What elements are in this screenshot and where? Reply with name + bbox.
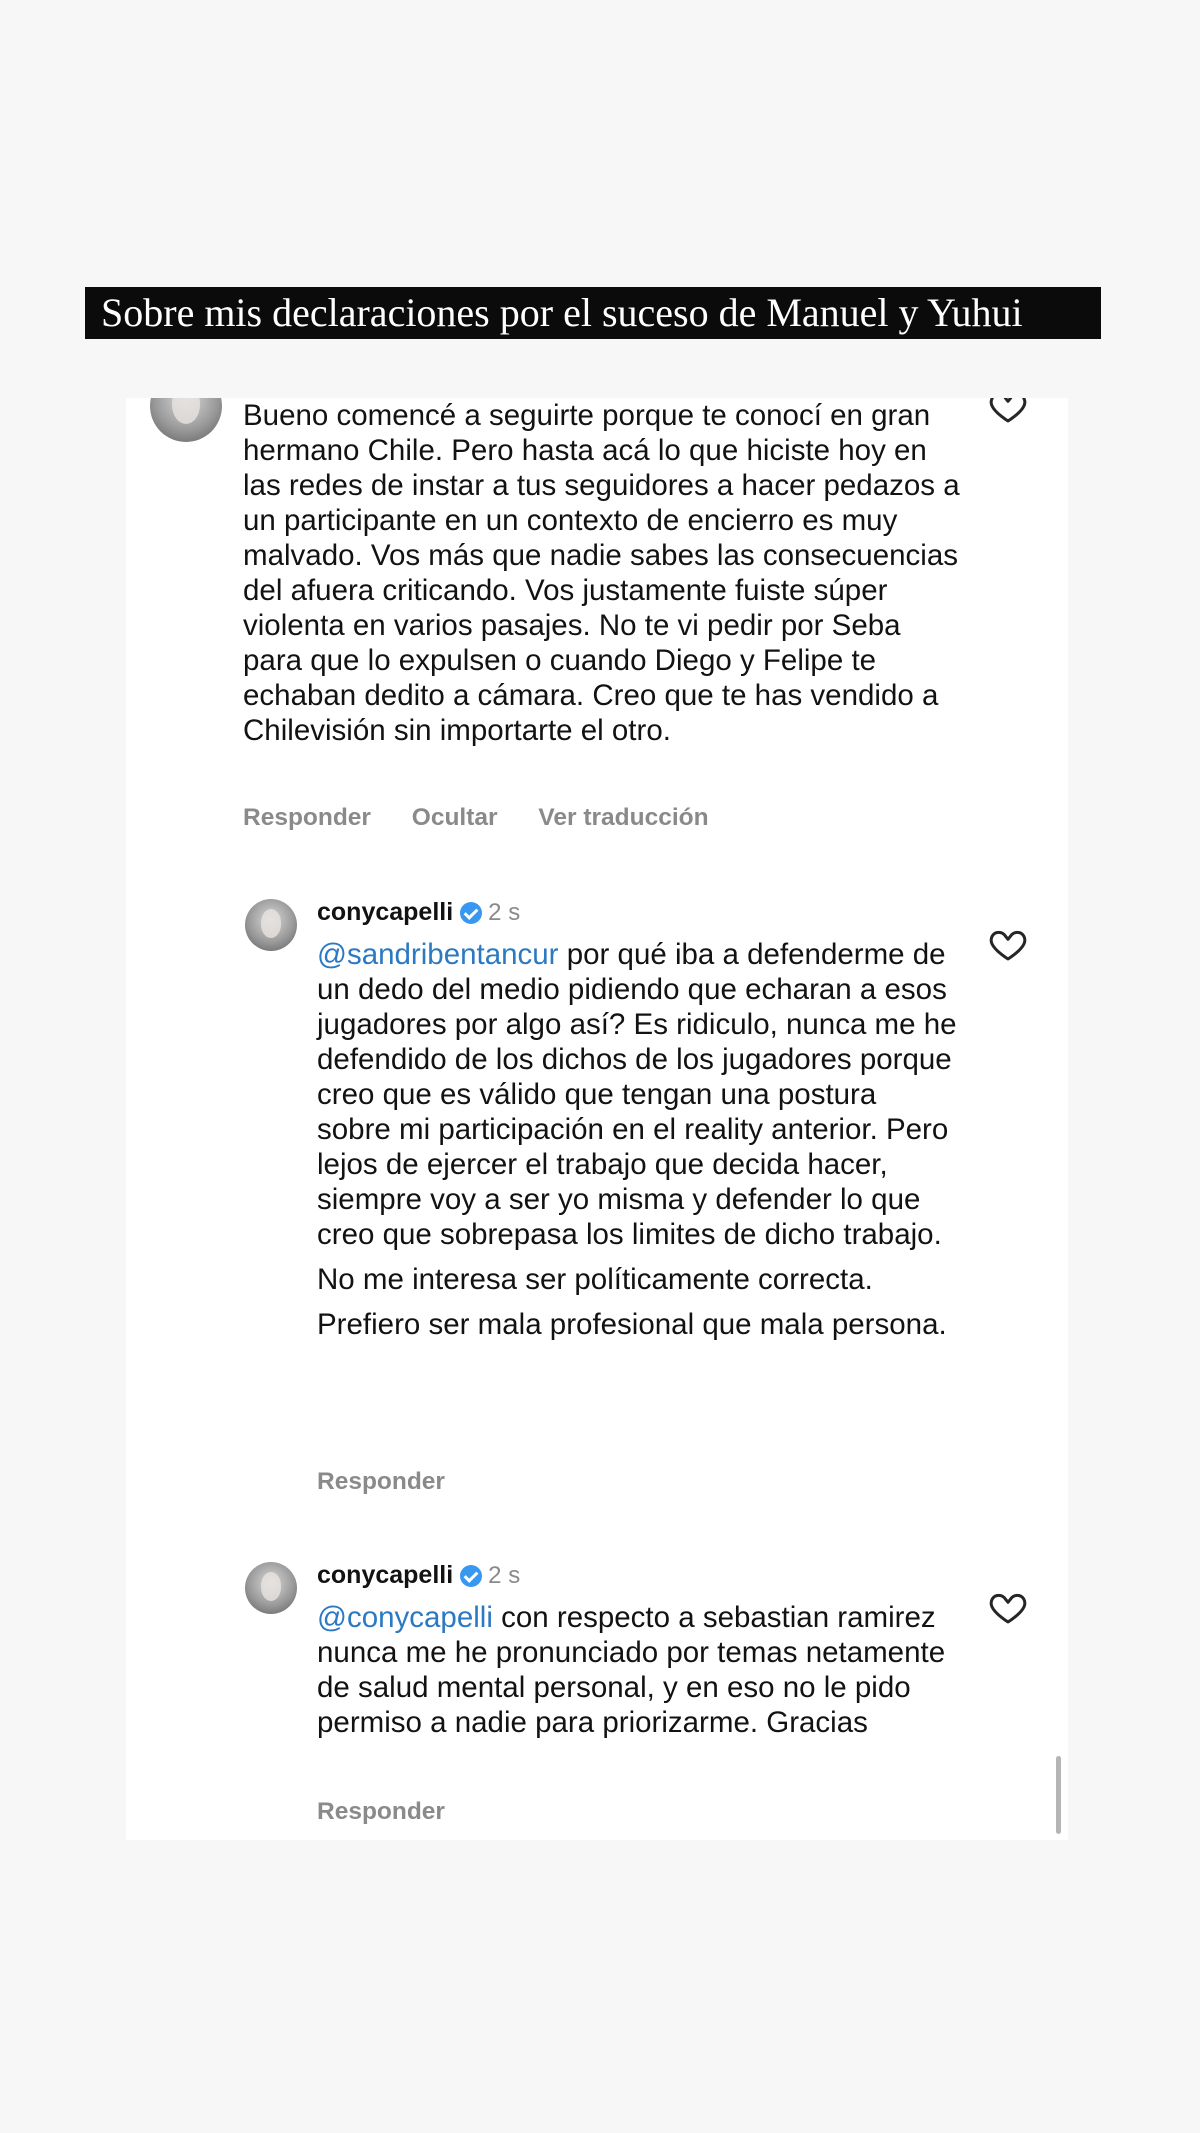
reply-text xyxy=(317,937,957,1342)
reply-button[interactable]: Responder xyxy=(317,1798,445,1825)
commenter-avatar[interactable] xyxy=(150,398,222,442)
reply-button[interactable]: Responder xyxy=(317,1468,445,1495)
reply-avatar[interactable] xyxy=(245,899,297,951)
reply-actions xyxy=(317,1798,479,1826)
reply-actions xyxy=(317,1468,479,1496)
reply-paragraph: por qué iba a defenderme de un dedo del medio pidiendo que echaran a esos jugadores por algo así? Es ridiculo, nunca me he defendido de los dichos de los jugadores porque creo que es válido que tengan una postura sobre mi participación en el reality anterior. Pero lejos de ejercer el trabajo que decida hacer, siempre voy a ser yo misma y defender lo que creo que sobrepasa los limites de dicho trabajo. xyxy=(317,938,957,1251)
verified-badge-icon xyxy=(460,1565,482,1587)
reply-paragraph: No me interesa ser políticamente correcta. xyxy=(317,1263,873,1296)
comment-text: Bueno comencé a seguirte porque te conocí en gran hermano Chile. Pero hasta acá lo que hiciste hoy en las redes de instar a tus seguidores a hacer pedazos a un participante en un contexto de encierro es muy malvado. Vos más que nadie sabes las consecuencias del afuera criticando. Vos justamente fuiste súper violenta en varios pasajes. No te vi pedir por Seba para que lo expulsen o cuando Diego y Felipe te echaban dedito a cámara. Creo que te has vendido a Chilevisión sin importarte el otro. xyxy=(243,399,960,747)
reply-author-row xyxy=(317,1561,520,1590)
story-caption: Sobre mis declaraciones por el suceso de Manuel y Yuhui xyxy=(85,287,1101,339)
comments-panel[interactable] xyxy=(126,398,1068,1840)
reply-timestamp: 2 s xyxy=(488,1561,521,1589)
reply-text xyxy=(317,1600,957,1740)
hide-button[interactable]: Ocultar xyxy=(411,804,498,831)
reply-paragraph: Prefiero ser mala profesional que mala persona. xyxy=(317,1308,947,1341)
scrollbar[interactable] xyxy=(1056,1756,1061,1834)
reply-author-row xyxy=(317,898,520,927)
mention-link[interactable]: @sandribentancur xyxy=(317,938,559,971)
like-heart-icon[interactable] xyxy=(988,1587,1028,1627)
like-heart-icon[interactable] xyxy=(988,924,1028,964)
reply-username[interactable]: conycapelli xyxy=(317,1561,454,1589)
reply-username[interactable]: conycapelli xyxy=(317,898,454,926)
mention-link[interactable]: @conycapelli xyxy=(317,1601,493,1634)
reply-timestamp: 2 s xyxy=(488,898,521,926)
comment-actions xyxy=(243,804,743,832)
reply-avatar[interactable] xyxy=(245,1562,297,1614)
verified-badge-icon xyxy=(460,902,482,924)
reply-paragraph: con respecto a sebastian ramirez nunca me he pronunciado por temas netamente de salud mental personal, y en eso no le pido permiso a nadie para priorizarme. Gracias xyxy=(317,1601,946,1739)
see-translation-button[interactable]: Ver traducción xyxy=(538,804,709,831)
reply-button[interactable]: Responder xyxy=(243,804,371,831)
like-heart-icon[interactable] xyxy=(988,398,1028,426)
